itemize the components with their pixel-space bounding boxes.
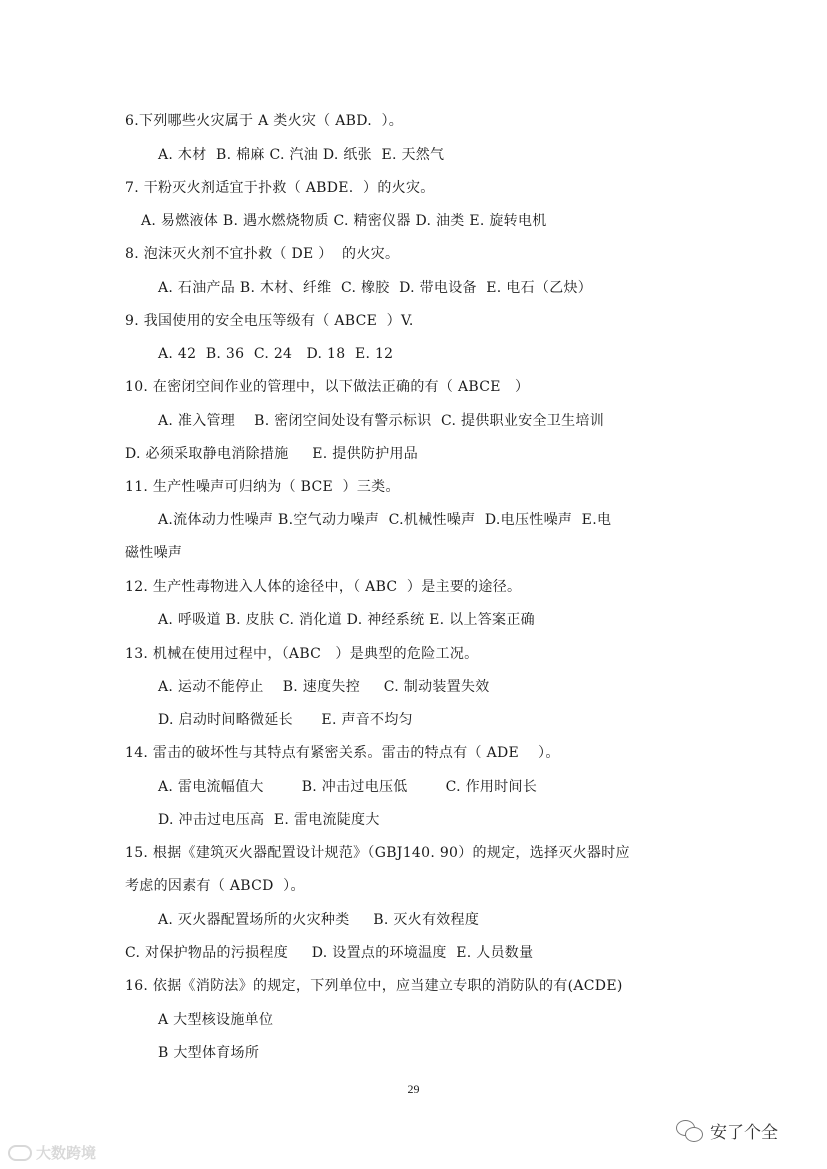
question-14: 14. 雷击的破坏性与其特点有紧密关系。雷击的特点有（ ADE ）。 <box>125 745 560 761</box>
options-9: A. 42 B. 36 C. 24 D. 18 E. 12 <box>158 346 394 362</box>
question-6: 6.下列哪些火灾属于 A 类火灾（ ABD. ）。 <box>125 113 404 129</box>
question-7: 7. 干粉灭火剂适宜于扑救（ ABDE. ）的火灾。 <box>125 180 435 196</box>
question-8: 8. 泡沫灭火剂不宜扑救（ DE ） 的火灾。 <box>125 246 400 262</box>
question-15-a: 15. 根据《建筑灭火器配置设计规范》（GBJ140. 90）的规定，选择灭火器时应 <box>125 845 630 861</box>
options-10-b: D. 必须采取静电消除措施 E. 提供防护用品 <box>125 446 419 462</box>
options-14-b: D. 冲击过电压高 E. 雷电流陡度大 <box>158 812 380 828</box>
options-13-a: A. 运动不能停止 B. 速度失控 C. 制动装置失效 <box>158 679 490 695</box>
question-15-b: 考虑的因素有（ ABCD ）。 <box>125 878 305 894</box>
options-12: A. 呼吸道 B. 皮肤 C. 消化道 D. 神经系统 E. 以上答案正确 <box>158 612 535 628</box>
question-9: 9. 我国使用的安全电压等级有（ ABCE ）V. <box>125 313 414 329</box>
options-16-a: A 大型核设施单位 <box>158 1012 274 1028</box>
page-number: 29 <box>407 1082 420 1096</box>
watermark-right-text: 安了个全 <box>710 1123 778 1143</box>
options-11-b: 磁性噪声 <box>125 545 183 561</box>
options-11-a: A.流体动力性噪声 B.空气动力噪声 C.机械性噪声 D.电压性噪声 E.电 <box>158 512 612 528</box>
watermark-left <box>8 1142 96 1163</box>
watermark-left-text: 大数跨境 <box>36 1144 97 1162</box>
question-10: 10. 在密闭空间作业的管理中，以下做法正确的有（ ABCE ） <box>125 379 530 395</box>
options-16-b: B 大型体育场所 <box>158 1045 260 1061</box>
question-11: 11. 生产性噪声可归纳为（ BCE ）三类。 <box>125 479 400 495</box>
options-8: A. 石油产品 B. 木材、纤维 C. 橡胶 D. 带电设备 E. 电石（乙炔） <box>158 280 593 296</box>
wechat-icon <box>676 1120 704 1142</box>
options-14-a: A. 雷电流幅值大 B. 冲击过电压低 C. 作用时间长 <box>158 779 538 795</box>
options-13-b: D. 启动时间略微延长 E. 声音不均匀 <box>158 712 413 728</box>
watermark-logo-icon <box>8 1145 32 1161</box>
watermark-right <box>676 1118 778 1143</box>
options-15-a: A. 灭火器配置场所的火灾种类 B. 灭火有效程度 <box>158 912 480 928</box>
options-7: A. 易燃液体 B. 遇水燃烧物质 C. 精密仪器 D. 油类 E. 旋转电机 <box>141 213 547 229</box>
options-15-b: C. 对保护物品的污损程度 D. 设置点的环境温度 E. 人员数量 <box>125 945 534 961</box>
options-6: A. 木材 B. 棉麻 C. 汽油 D. 纸张 E. 天然气 <box>158 147 445 163</box>
question-13: 13. 机械在使用过程中，（ABC ）是典型的危险工况。 <box>125 646 479 662</box>
question-12: 12. 生产性毒物进入人体的途径中，（ ABC ）是主要的途径。 <box>125 579 522 595</box>
options-10-a: A. 准入管理 B. 密闭空间处设有警示标识 C. 提供职业安全卫生培训 <box>158 413 605 429</box>
question-16: 16. 依据《消防法》的规定，下列单位中，应当建立专职的消防队的有(ACDE) <box>125 978 623 994</box>
